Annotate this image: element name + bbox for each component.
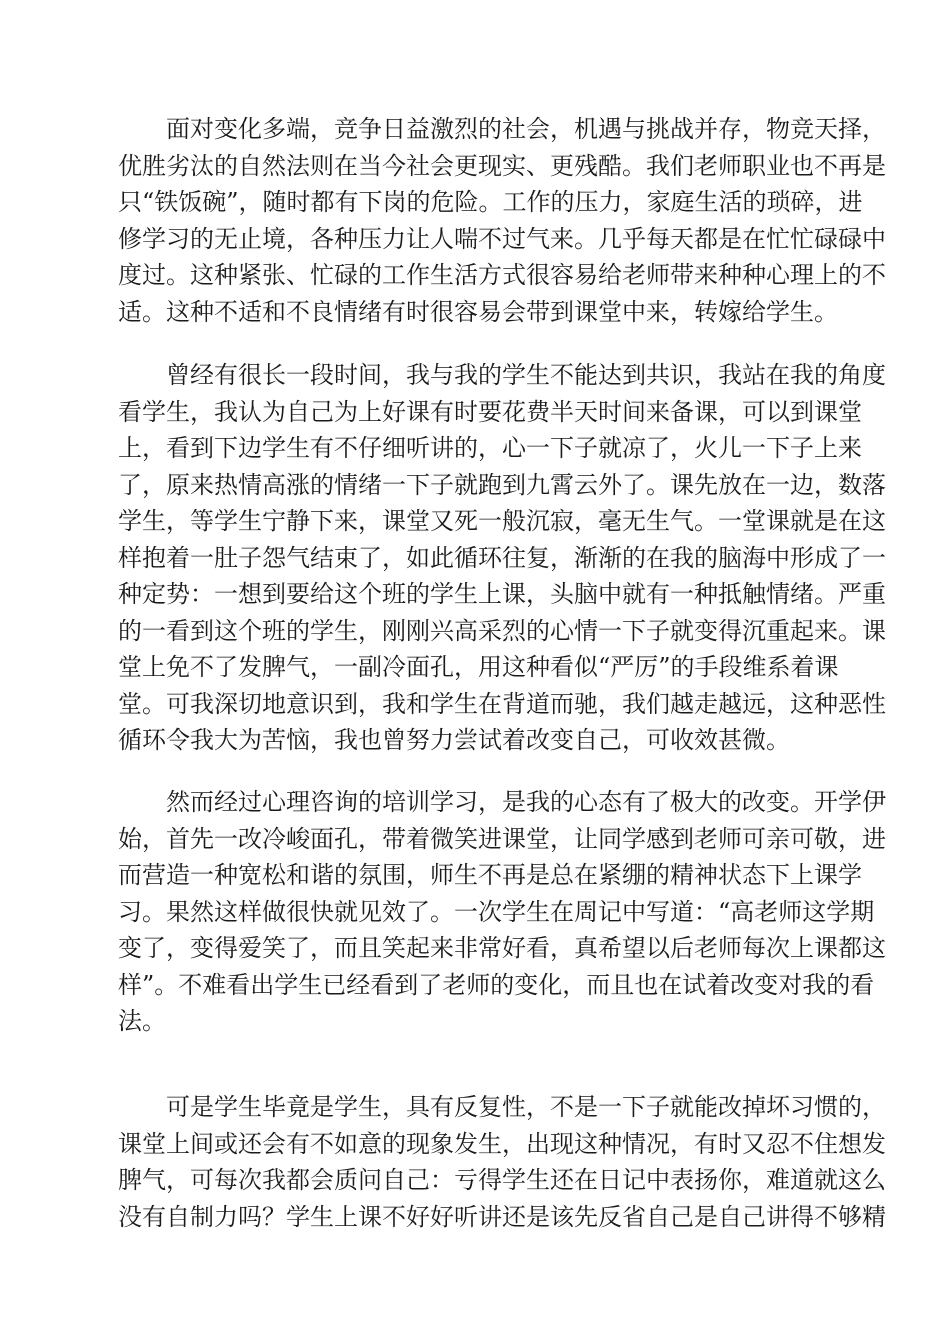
text-line: 变了，变得爱笑了，而且笑起来非常好看，真希望以后老师每次上课都这 [118, 934, 886, 962]
text-line: 然而经过心理咨询的培训学习，是我的心态有了极大的改变。开学伊 [166, 788, 886, 816]
paragraph-2 [118, 357, 886, 759]
text-line: 优胜劣汰的自然法则在当今社会更现实、更残酷。我们老师职业也不再是 [118, 151, 886, 180]
paragraph-4 [118, 1089, 886, 1235]
text-line: 没有自制力吗？学生上课不好好听讲还是该先反省自己是自己讲得不够精 [118, 1202, 886, 1231]
text-line: 法。 [118, 1007, 166, 1035]
text-line: 面对变化多端，竞争日益激烈的社会，机遇与挑战并存，物竞天择， [166, 115, 886, 143]
text-line: 课堂上间或还会有不如意的现象发生，出现这种情况，有时又忍不住想发 [118, 1129, 886, 1158]
text-line: 适。这种不适和不良情绪有时很容易会带到课堂中来，转嫁给学生。 [118, 297, 838, 326]
text-line: 脾气，可每次我都会质问自己：亏得学生还在日记中表扬你，难道就这么 [118, 1166, 886, 1194]
paragraph-1 [118, 111, 886, 330]
text-line: 循环令我大为苦恼，我也曾努力尝试着改变自己，可收效甚微。 [118, 726, 790, 754]
text-line: 始，首先一改冷峻面孔，带着微笑进课堂，让同学感到老师可亲可敬，进 [118, 824, 886, 853]
text-line: 修学习的无止境，各种压力让人喘不过气来。几乎每天都是在忙忙碌碌中 [118, 224, 886, 253]
text-line: 样”。不难看出学生已经看到了老师的变化，而且也在试着改变对我的看 [118, 970, 875, 999]
text-line: 而营造一种宽松和谐的氛围，师生不再是总在紧绷的精神状态下上课学 [118, 861, 862, 889]
text-line: 习。果然这样做很快就见效了。一次学生在周记中写道：“高老师这学期 [118, 897, 875, 926]
text-line: 只“铁饭碗”，随时都有下岗的危险。工作的压力，家庭生活的琐碎，进 [118, 188, 863, 216]
text-line: 样抱着一肚子怨气结束了，如此循环往复，渐渐的在我的脑海中形成了一 [118, 543, 886, 572]
text-line: 看学生，我认为自己为上好课有时要花费半天时间来备课，可以到课堂 [118, 397, 862, 426]
text-line: 了，原来热情高涨的情绪一下子就跑到九霄云外了。课先放在一边，数落 [118, 470, 886, 499]
text-line: 堂。可我深切地意识到，我和学生在背道而驰，我们越走越远，这种恶性 [118, 689, 886, 718]
text-line: 度过。这种紧张、忙碌的工作生活方式很容易给老师带来种种心理上的不 [118, 261, 886, 289]
text-line: 曾经有很长一段时间，我与我的学生不能达到共识，我站在我的角度 [166, 361, 886, 389]
text-line: 堂上免不了发脾气，一副冷面孔，用这种看似“严厉”的手段维系着课 [118, 653, 839, 681]
text-line: 学生，等学生宁静下来，课堂又死一般沉寂，毫无生气。一堂课就是在这 [118, 507, 886, 535]
text-line: 种定势：一想到要给这个班的学生上课，头脑中就有一种抵触情绪。严重 [118, 580, 886, 608]
text-line: 的一看到这个班的学生，刚刚兴高采烈的心情一下子就变得沉重起来。课 [118, 616, 886, 645]
text-line: 上，看到下边学生有不仔细听讲的，心一下子就凉了，火儿一下子上来 [118, 434, 862, 462]
paragraph-3 [118, 784, 886, 1040]
text-line: 可是学生毕竟是学生，具有反复性，不是一下子就能改掉坏习惯的， [166, 1093, 886, 1121]
